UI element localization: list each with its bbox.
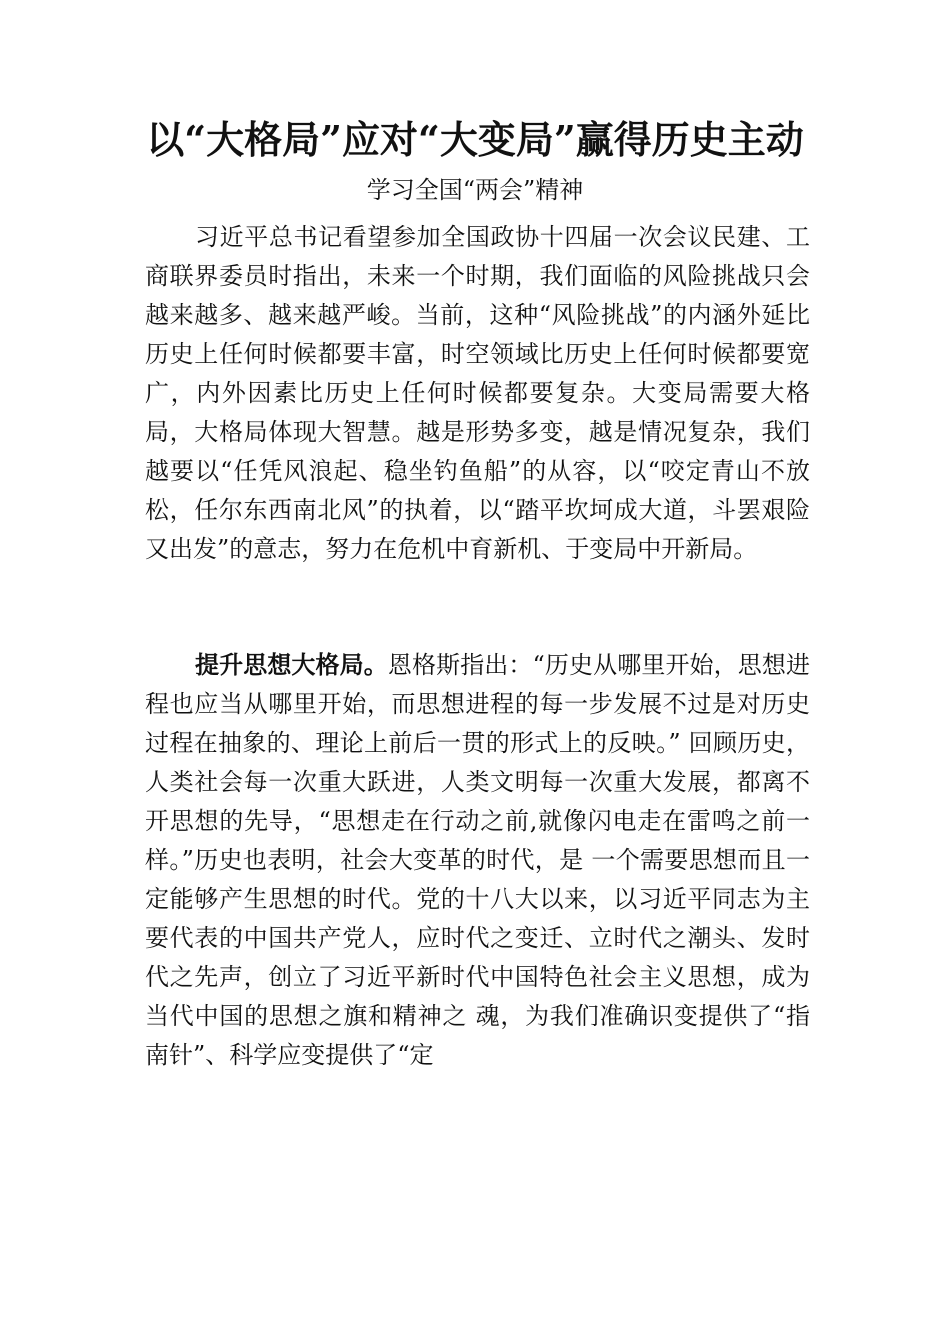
document-subtitle: 学习全国“两会”精神 xyxy=(366,176,584,204)
intro-paragraph: 习近平总书记看望参加全国政协十四届一次会议民建、工商联界委员时指出，未来一个时期，我们面临的风险挑战只会越来越多、越来越严峻。当前，这种“风险挑战”的内涵外延比历史上任何时候都要丰富，时空领域比历史上任何时候都要宽广，内外因素比历史上任何时候都要复杂。大变局需要大格局，大格局体现大智慧。越是形势多变，越是情况复杂，我们越要以“任凭风浪起、稳坐钓鱼船”的从容，以“咬定青山不放松，任尔东西南北风”的执着，以“踏平坎坷成大道，斗罢艰险又出发”的意志，努力在危机中育新机、于变局中开新局。 xyxy=(145,223,810,563)
section-heading: 提升思想大格局。 xyxy=(195,651,388,679)
section-body: 恩格斯指出：“历史从哪里开始，思想进程也应当从哪里开始，而思想进程的每一步发展不过是对历史过程在抽象的、理论上前后一贯的形式上的反映。” 回顾历史，人类社会每一次重大跃进，人类文明每一次重大发展，都离不开思想的先导，“思想走在行动之前,就像闪电走在雷鸣之前一样。”历史也表明，社会大变革的时代，是 一个需要思想而且一定能够产生思想的时代。党的十八大以来，以习近平同志为主要代表的中国共产党人，应时代之变迁、立时代之潮头、发时代之先声，创立了习近平新时代中国特色社会主义思想，成为当代中国的思想之旗和精神之 魂，为我们准确识变提供了“指南针”、科学应变提供了“定 xyxy=(145,651,810,1069)
section-paragraph xyxy=(145,646,810,1075)
document-title: 以“大格局”应对“大变局”赢得历史主动 xyxy=(146,117,804,162)
